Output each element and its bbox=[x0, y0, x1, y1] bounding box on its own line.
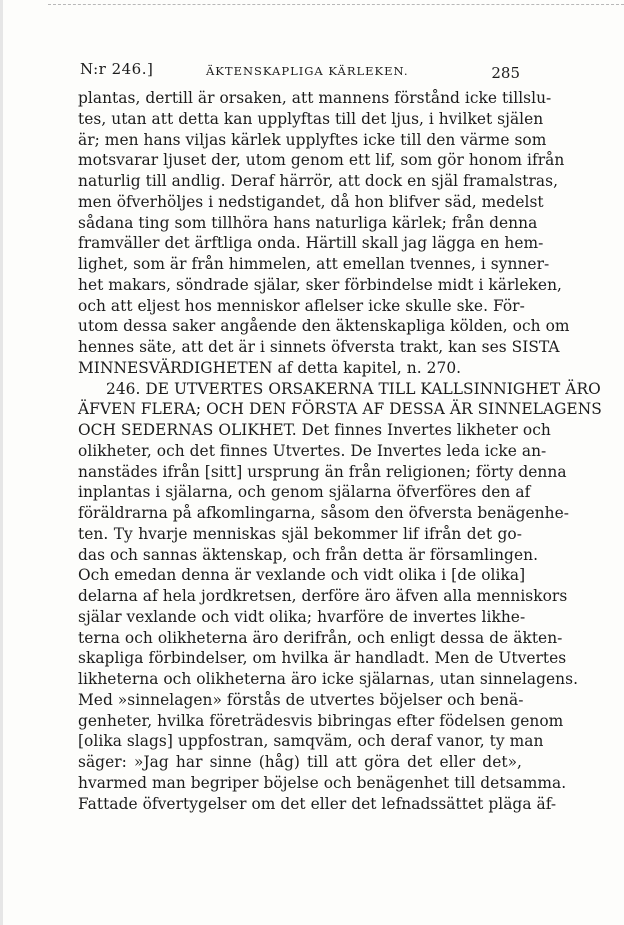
text-line: ten. Ty hvarje menniskas själ bekommer lif ifrån det go- bbox=[78, 524, 522, 543]
text-line: hvarmed man begriper böjelse och benägenhet till detsamma. bbox=[78, 773, 567, 792]
running-title: ÄKTENSKAPLIGA KÄRLEKEN. bbox=[206, 64, 409, 78]
text-line: framväller det ärftliga onda. Härtill skall jag lägga en hem- bbox=[78, 234, 544, 253]
section-heading-line: ÄFVEN FLERA; OCH DEN FÖRSTA AF DESSA ÄR SINNELAGENS bbox=[78, 400, 602, 419]
text-line: das och sannas äktenskap, och från detta är församlingen. bbox=[78, 545, 539, 564]
text-line: Med »sinnelagen» förstås de utvertes böjelser och benä- bbox=[78, 690, 524, 709]
text-line: hennes säte, att det är i sinnets öfversta trakt, kan ses SISTA bbox=[78, 338, 560, 356]
text-line: terna och olikheterna äro derifrån, och enligt dessa de äkten- bbox=[78, 628, 563, 647]
text-line: likheterna och olikheterna äro icke själarnas, utan sinnelagens. bbox=[78, 670, 579, 688]
text-line: föräldrarna på afkomlingarna, såsom den öfversta benägenhe- bbox=[78, 504, 569, 522]
text-line: motsvarar ljuset der, utom genom ett lif, som gör honom ifrån bbox=[78, 151, 565, 170]
text-line: delarna af hela jordkretsen, derföre äro äfven alla menniskors bbox=[78, 587, 568, 605]
scan-left-edge bbox=[0, 0, 3, 925]
text-line: men öfverhöljes i nedstigandet, då hon blifver säd, medelst bbox=[78, 192, 544, 211]
text-line: sådana ting som tillhöra hans naturliga kärlek; från denna bbox=[78, 213, 538, 232]
running-header bbox=[80, 58, 520, 82]
text-line: OCH SEDERNAS OLIKHET. Det finnes Invertes likheter och bbox=[78, 421, 551, 439]
section-number: N:r 246.] bbox=[80, 60, 154, 78]
text-line: Fattade öfvertygelser om det eller det lefnadssättet pläga äf- bbox=[78, 794, 557, 813]
text-line: själar vexlande och vidt olika; hvarföre de invertes likhe- bbox=[78, 607, 526, 626]
text-line: Och emedan denna är vexlande och vidt olika i [de olika] bbox=[78, 566, 526, 585]
text-line: lighet, som är från himmelen, att emellan tvennes, i synner- bbox=[78, 255, 550, 273]
text-line: olikheter, och det finnes Utvertes. De Invertes leda icke an- bbox=[78, 441, 547, 460]
text-line: MINNESVÄRDIGHETEN af detta kapitel, n. 270. bbox=[78, 358, 462, 377]
text-line: genheter, hvilka företrädesvis bibringas efter födelsen genom bbox=[78, 711, 564, 730]
text-line: och att eljest hos menniskor aflelser icke skulle ske. För- bbox=[78, 296, 525, 315]
text-line: nanstädes ifrån [sitt] ursprung än från religionen; förty denna bbox=[78, 462, 567, 481]
page-number: 285 bbox=[491, 64, 520, 82]
section-heading-line: 246. DE UTVERTES ORSAKERNA TILL KALLSINNIGHET ÄRO bbox=[106, 379, 601, 398]
text-line: naturlig till andlig. Deraf härrör, att dock en själ framalstras, bbox=[78, 172, 559, 190]
text-line: plantas, dertill är orsaken, att mannens förstånd icke tillslu- bbox=[78, 89, 552, 107]
body-text bbox=[78, 88, 602, 814]
text-line: [olika slags] uppfostran, samqväm, och deraf vanor, ty man bbox=[78, 732, 544, 751]
scan-top-rule bbox=[48, 4, 624, 5]
text-line: inplantas i själarna, och genom själarna öfverföres den af bbox=[78, 483, 531, 502]
text-line: tes, utan att detta kan upplyftas till det ljus, i hvilket själen bbox=[78, 109, 544, 128]
text-line: säger: »Jag har sinne (håg) till att göra det eller det», bbox=[78, 753, 522, 771]
text-line: är; men hans viljas kärlek upplyftes icke till den värme som bbox=[78, 130, 547, 149]
text-line: skapliga förbindelser, om hvilka är handladt. Men de Utvertes bbox=[78, 649, 567, 668]
text-line: het makars, söndrade själar, sker förbindelse midt i kärleken, bbox=[78, 275, 562, 294]
text-line: utom dessa saker angående den äktenskapliga kölden, och om bbox=[78, 317, 570, 336]
